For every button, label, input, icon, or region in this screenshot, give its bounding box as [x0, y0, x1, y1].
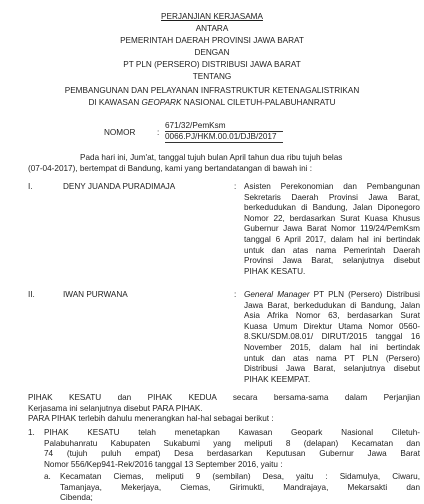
header-dengan: DENGAN: [194, 48, 230, 57]
party-2-number: II.: [28, 290, 35, 299]
header-subject-line-2: [0, 98, 424, 109]
subject-prefix: DI KAWASAN: [88, 98, 140, 107]
subject-suffix: NASIONAL CILETUH-PALABUHANRATU: [183, 98, 336, 107]
header-party-2: PT PLN (PERSERO) DISTRIBUSI JAWA BARAT: [123, 60, 301, 69]
party-1-desc-line: untuk dan atas nama Pemerintah Daerah: [244, 245, 420, 255]
nomor-separator: :: [157, 128, 160, 137]
summary-line-2: Kerjasama ini selanjutnya disebut PARA PIHAK.: [28, 403, 203, 413]
subpoint-a-line: Kecamatan Ciemas, meliputi 9 (sembilan) Desa, yaitu : Sidamulya, Ciwaru,: [60, 472, 420, 481]
party-2-desc-line: Distribusi Jawa Barat, selanjutnya disebut: [244, 364, 420, 374]
party-1-desc-line: Provinsi Jawa Barat, selanjutnya disebut: [244, 256, 420, 266]
header-party-1: PEMERINTAH DAERAH PROVINSI JAWA BARAT: [120, 36, 304, 45]
party-2-desc-line: Asia Afrika Nomor 63, berdasarkan Surat: [244, 311, 420, 321]
subpoint-a-line: Tamanjaya, Mekerjaya, Ciemas, Girimukti, Mandrajaya, Mekarsakti dan: [60, 482, 420, 492]
party-2-name: IWAN PURWANA: [63, 290, 128, 299]
subpoint-a-text: [60, 472, 420, 504]
intro-line-1: Pada hari ini, Jum'at, tanggal tujuh bulan April tahun dua ribu tujuh belas: [80, 153, 343, 162]
nomor-value-2: 0066.PJ/HKM.00.01/DJB/2017: [165, 132, 283, 143]
subpoint-a-line: Cibenda;: [60, 493, 93, 503]
party-1-number: I.: [28, 182, 33, 191]
party-2-description: [244, 290, 420, 385]
party-1-separator: :: [234, 182, 237, 191]
point-1-line: Nomor 556/Kep941-Rek/2016 tanggal 13 September 2016, yaitu :: [44, 459, 283, 469]
nomor-value-1: 671/32/PemKsm: [165, 121, 283, 132]
summary-line-1: PIHAK KESATU dan PIHAK KEDUA secara bersama-sama dalam Perjanjian: [28, 393, 420, 402]
point-1-number: 1.: [28, 428, 35, 437]
summary-line-3: PARA PIHAK terlebih dahulu menerangkan hal-hal sebagai berikut :: [28, 414, 274, 424]
summary-paragraph: [28, 393, 420, 425]
header-tentang: TENTANG: [192, 72, 232, 81]
party-1-desc-line: tanggal 6 April 2017, dalam hal ini bertindak: [244, 234, 420, 244]
party-1-desc-line: berkedudukan di Bandung, Jalan Diponegoro: [244, 203, 420, 213]
point-1-text: [44, 428, 420, 470]
header-antara: ANTARA: [195, 24, 229, 33]
party-1-desc-line: Sekretaris Daerah Provinsi Jawa Barat,: [244, 192, 420, 202]
party-2-separator: :: [234, 290, 237, 299]
point-1-line: PIHAK KESATU telah menetapkan Kawasan Geopark Nasional Ciletuh-: [44, 428, 420, 437]
party-2-desc-line: November 2015, dalam hal ini bertindak: [244, 342, 420, 352]
header-subject-line-1: PEMBANGUNAN DAN PELAYANAN INFRASTRUKTUR KETENAGALISTRIKAN: [64, 86, 360, 95]
party-2-desc-line: PIHAK KEEMPAT.: [244, 374, 311, 384]
party-1-desc-line: Nomor 22, berdasarkan Surat Kuasa Khusus: [244, 213, 420, 223]
party-1-desc-line: Gubernur Jawa Barat Nomor 119/24/PemKsm: [244, 224, 420, 234]
intro-paragraph: [28, 153, 420, 174]
party-2-desc-line: 8.SKU/SDM.08.01/ DIRUT/2015 tanggal 16: [244, 332, 420, 342]
subpoint-a-letter: a.: [44, 472, 51, 481]
party-1-name: DENY JUANDA PURADIMAJA: [63, 182, 176, 191]
intro-line-2: (07-04-2017), bertempat di Bandung, kami yang bertandatangan di bawah ini :: [28, 163, 313, 173]
party-2-desc-line: Jawa Barat, berkedudukan di Bandung, Jalan: [244, 300, 420, 310]
nomor-label: NOMOR: [104, 128, 136, 137]
party-1-description: [244, 182, 420, 277]
party-1-desc-line: Asisten Perekonomian dan Pembangunan: [244, 182, 420, 191]
point-1-line: Palabuhanratu Kabupaten Sukabumi yang meliputi 8 (delapan) Kecamatan dan: [44, 438, 420, 448]
party-1-desc-line: PIHAK KESATU.: [244, 266, 306, 276]
doc-title: PERJANJIAN KERJASAMA: [161, 12, 263, 21]
nomor-values: [165, 121, 283, 143]
party-2-desc-line: untuk dan atas nama PT PLN (Persero): [244, 353, 420, 363]
party-2-desc-line: Kuasa Umum Direktur Utama Nomor 0560-: [244, 321, 420, 331]
general-manager-title: General Manager: [244, 290, 310, 299]
party-2-desc-line-rest: PT PLN (Persero) Distribusi: [313, 290, 420, 299]
subject-geopark: GEOPARK: [141, 98, 182, 107]
point-1-line: 74 (tujuh puluh empat) Desa berdasarkan Keputusan Gubernur Jawa Barat: [44, 449, 420, 459]
party-2-desc-line: [244, 290, 420, 301]
